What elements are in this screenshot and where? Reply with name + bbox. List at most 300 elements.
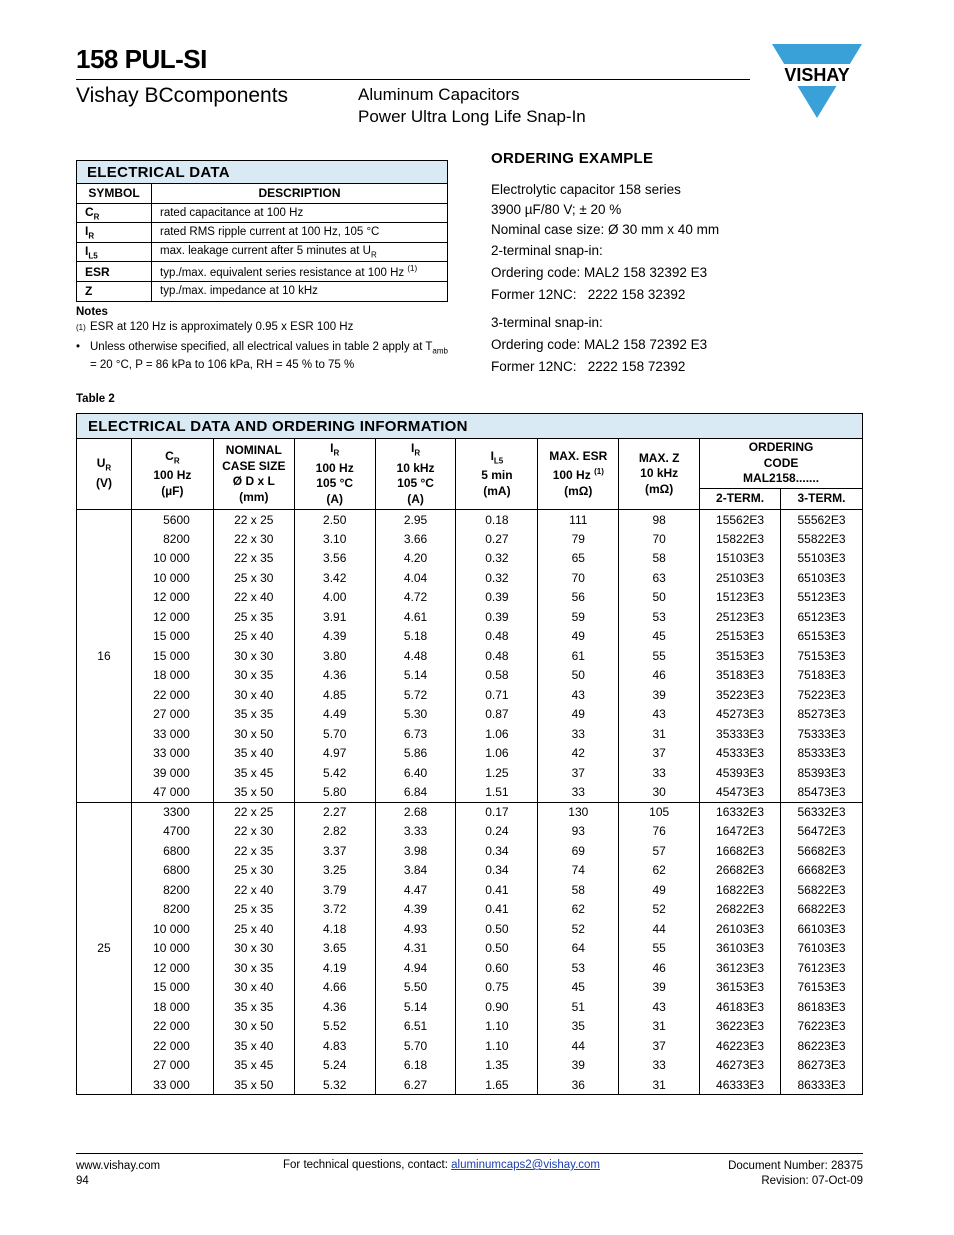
max-z-cell: 31: [619, 1075, 700, 1095]
table-row: [77, 822, 863, 842]
title-divider: [76, 79, 750, 80]
ir-10khz-cell: 5.86: [375, 744, 456, 764]
col-ir-10khz: $I_R$ 10 kHz 105 °C (A): [375, 439, 456, 510]
max-esr-cell: 43: [538, 685, 619, 705]
code-3-term-cell: 86223E3: [781, 1036, 863, 1056]
ir-10khz-cell: 6.40: [375, 763, 456, 783]
max-esr-cell: 62: [538, 900, 619, 920]
code-3-term-cell: 55103E3: [781, 549, 863, 569]
code-2-term-cell: 35153E3: [700, 646, 781, 666]
capacitance-cell: 15 000: [131, 627, 213, 647]
max-z-cell: 62: [619, 861, 700, 881]
capacitance-cell: 10 000: [131, 549, 213, 569]
table-row: [77, 724, 863, 744]
case-size-cell: 35 x 35: [213, 997, 294, 1017]
case-size-cell: 30 x 50: [213, 724, 294, 744]
il5-cell: 0.48: [456, 627, 538, 647]
il5-cell: 0.32: [456, 568, 538, 588]
case-size-cell: 22 x 40: [213, 880, 294, 900]
max-esr-cell: 39: [538, 1056, 619, 1076]
ir-100hz-cell: 4.36: [294, 997, 375, 1017]
max-z-cell: 39: [619, 978, 700, 998]
description-cell: typ./max. equivalent series resistance at 100 Hz $^{(1)}$: [152, 262, 448, 282]
il5-cell: 0.32: [456, 549, 538, 569]
electrical-data-row: [77, 242, 448, 262]
max-esr-cell: 51: [538, 997, 619, 1017]
case-size-cell: 30 x 30: [213, 646, 294, 666]
code-3-term-cell: 75183E3: [781, 666, 863, 686]
max-esr-cell: 36: [538, 1075, 619, 1095]
col-max-esr: MAX. ESR 100 Hz $^{(1)}$ (mΩ): [538, 439, 619, 510]
ir-10khz-cell: 4.48: [375, 646, 456, 666]
ir-10khz-cell: 5.18: [375, 627, 456, 647]
il5-cell: 0.50: [456, 919, 538, 939]
ir-10khz-cell: 4.94: [375, 958, 456, 978]
ordering-example-title: ORDERING EXAMPLE: [491, 150, 654, 167]
page-title: 158 PUL-SI: [76, 44, 207, 74]
electrical-data-row: [77, 203, 448, 223]
ir-100hz-cell: 3.91: [294, 607, 375, 627]
code-2-term-cell: 35223E3: [700, 685, 781, 705]
col-2-term: 2-TERM.: [700, 489, 781, 510]
code-2-term-cell: 36103E3: [700, 939, 781, 959]
max-z-cell: 46: [619, 666, 700, 686]
ir-10khz-cell: 5.14: [375, 997, 456, 1017]
ir-10khz-cell: 6.27: [375, 1075, 456, 1095]
case-size-cell: 35 x 40: [213, 1036, 294, 1056]
ir-100hz-cell: 3.10: [294, 529, 375, 549]
ir-100hz-cell: 4.00: [294, 588, 375, 608]
ir-10khz-cell: 5.30: [375, 705, 456, 725]
table-row: [77, 997, 863, 1017]
ir-10khz-cell: 4.04: [375, 568, 456, 588]
max-esr-cell: 58: [538, 880, 619, 900]
case-size-cell: 22 x 30: [213, 529, 294, 549]
ordering-line: 3900 µF/80 V; ± 20 %: [491, 202, 622, 217]
table-row: [77, 510, 863, 530]
ir-10khz-cell: 4.47: [375, 880, 456, 900]
case-size-cell: 30 x 30: [213, 939, 294, 959]
max-z-cell: 53: [619, 607, 700, 627]
notes-heading: Notes: [76, 306, 108, 318]
ir-100hz-cell: 4.97: [294, 744, 375, 764]
ordering-line: 2-terminal snap-in:: [491, 243, 603, 258]
code-2-term-cell: 16472E3: [700, 822, 781, 842]
il5-cell: 0.24: [456, 822, 538, 842]
code-2-term-cell: 46183E3: [700, 997, 781, 1017]
max-z-cell: 31: [619, 1017, 700, 1037]
max-esr-cell: 35: [538, 1017, 619, 1037]
code-2-term-cell: 46333E3: [700, 1075, 781, 1095]
code-3-term-cell: 86183E3: [781, 997, 863, 1017]
capacitance-cell: 10 000: [131, 919, 213, 939]
table-row: [77, 1075, 863, 1095]
il5-cell: 0.41: [456, 880, 538, 900]
capacitance-cell: 10 000: [131, 568, 213, 588]
code-3-term-cell: 66822E3: [781, 900, 863, 920]
code-2-term-cell: 35333E3: [700, 724, 781, 744]
electrical-data-row: [77, 262, 448, 282]
table-row: [77, 1056, 863, 1076]
capacitance-cell: 15 000: [131, 978, 213, 998]
code-2-term-cell: 35183E3: [700, 666, 781, 686]
code-3-term-cell: 66103E3: [781, 919, 863, 939]
ir-10khz-cell: 3.84: [375, 861, 456, 881]
il5-cell: 0.39: [456, 588, 538, 608]
capacitance-cell: 15 000: [131, 646, 213, 666]
capacitance-cell: 33 000: [131, 1075, 213, 1095]
code-2-term-cell: 36223E3: [700, 1017, 781, 1037]
ir-10khz-cell: 4.20: [375, 549, 456, 569]
logo-wordmark: VISHAY: [784, 65, 850, 85]
code-3-term-cell: 55562E3: [781, 510, 863, 530]
capacitance-cell: 47 000: [131, 783, 213, 803]
revision: Revision: 07-Oct-09: [761, 1175, 863, 1187]
il5-cell: 1.35: [456, 1056, 538, 1076]
code-3-term-cell: 65103E3: [781, 568, 863, 588]
ir-10khz-cell: 4.93: [375, 919, 456, 939]
ir-100hz-cell: 4.66: [294, 978, 375, 998]
capacitance-cell: 8200: [131, 880, 213, 900]
max-z-cell: 33: [619, 1056, 700, 1076]
contact-email-link[interactable]: aluminumcaps2@vishay.com: [451, 1159, 601, 1171]
contact-text: For technical questions, contact:: [283, 1159, 452, 1171]
capacitance-cell: 3300: [131, 802, 213, 822]
code-2-term-cell: 16332E3: [700, 802, 781, 822]
electrical-data-table: [76, 160, 448, 302]
max-z-cell: 55: [619, 939, 700, 959]
ir-10khz-cell: 4.39: [375, 900, 456, 920]
max-z-cell: 37: [619, 744, 700, 764]
ir-10khz-cell: 3.33: [375, 822, 456, 842]
ir-100hz-cell: 4.39: [294, 627, 375, 647]
code-2-term-cell: 26103E3: [700, 919, 781, 939]
symbol-cell: $I_{L5}$: [77, 242, 152, 262]
case-size-cell: 22 x 25: [213, 802, 294, 822]
code-2-term-cell: 25103E3: [700, 568, 781, 588]
rated-voltage-cell: 16: [77, 510, 132, 803]
col-description: DESCRIPTION: [152, 184, 448, 204]
ir-100hz-cell: 5.70: [294, 724, 375, 744]
capacitance-cell: 10 000: [131, 939, 213, 959]
max-esr-cell: 64: [538, 939, 619, 959]
max-esr-cell: 130: [538, 802, 619, 822]
case-size-cell: 22 x 35: [213, 841, 294, 861]
max-z-cell: 76: [619, 822, 700, 842]
ir-10khz-cell: 5.70: [375, 1036, 456, 1056]
col-max-z: MAX. Z 10 kHz (mΩ): [619, 439, 700, 510]
il5-cell: 0.50: [456, 939, 538, 959]
il5-cell: 0.34: [456, 861, 538, 881]
ordering-line: Former 12NC: 2222 158 32392: [491, 287, 686, 302]
code-3-term-cell: 65123E3: [781, 607, 863, 627]
ordering-line: Ordering code: MAL2 158 72392 E3: [491, 337, 708, 352]
capacitance-cell: 8200: [131, 900, 213, 920]
code-3-term-cell: 85273E3: [781, 705, 863, 725]
max-esr-cell: 70: [538, 568, 619, 588]
code-3-term-cell: 86333E3: [781, 1075, 863, 1095]
col-case-size: NOMINAL CASE SIZE Ø D x L (mm): [213, 439, 294, 510]
col-ir-100hz: $I_R$ 100 Hz 105 °C (A): [294, 439, 375, 510]
max-esr-cell: 33: [538, 724, 619, 744]
table-row: [77, 958, 863, 978]
ordering-example: [491, 150, 791, 378]
note-1: [76, 320, 456, 340]
table-row: [77, 783, 863, 803]
code-3-term-cell: 75153E3: [781, 646, 863, 666]
il5-cell: 1.10: [456, 1036, 538, 1056]
table-row: [77, 802, 863, 822]
code-2-term-cell: 46223E3: [700, 1036, 781, 1056]
case-size-cell: 30 x 35: [213, 958, 294, 978]
il5-cell: 1.10: [456, 1017, 538, 1037]
il5-cell: 0.18: [456, 510, 538, 530]
ordering-line: Nominal case size: Ø 30 mm x 40 mm: [491, 222, 720, 237]
col-ur: $U_R$ (V): [77, 439, 132, 510]
ir-100hz-cell: 4.19: [294, 958, 375, 978]
code-2-term-cell: 15123E3: [700, 588, 781, 608]
capacitance-cell: 22 000: [131, 1036, 213, 1056]
symbol-cell: Z: [77, 281, 152, 301]
ir-10khz-cell: 3.66: [375, 529, 456, 549]
ir-100hz-cell: 4.36: [294, 666, 375, 686]
footer-website[interactable]: www.vishay.com: [76, 1160, 161, 1172]
max-esr-cell: 61: [538, 646, 619, 666]
capacitance-cell: 12 000: [131, 607, 213, 627]
code-2-term-cell: 16682E3: [700, 841, 781, 861]
max-z-cell: 37: [619, 1036, 700, 1056]
ir-100hz-cell: 3.56: [294, 549, 375, 569]
ordering-line: Ordering code: MAL2 158 32392 E3: [491, 265, 708, 280]
code-3-term-cell: 56332E3: [781, 802, 863, 822]
code-2-term-cell: 46273E3: [700, 1056, 781, 1076]
case-size-cell: 25 x 40: [213, 919, 294, 939]
case-size-cell: 35 x 50: [213, 1075, 294, 1095]
col-symbol: SYMBOL: [77, 184, 152, 204]
ir-10khz-cell: 4.61: [375, 607, 456, 627]
footer-divider: [76, 1153, 863, 1154]
max-z-cell: 39: [619, 685, 700, 705]
code-2-term-cell: 25123E3: [700, 607, 781, 627]
table-label: Table 2: [76, 393, 115, 405]
capacitance-cell: 33 000: [131, 724, 213, 744]
ir-10khz-cell: 6.18: [375, 1056, 456, 1076]
case-size-cell: 25 x 35: [213, 607, 294, 627]
max-esr-cell: 45: [538, 978, 619, 998]
code-3-term-cell: 55822E3: [781, 529, 863, 549]
code-2-term-cell: 45273E3: [700, 705, 781, 725]
table-row: [77, 900, 863, 920]
max-esr-cell: 74: [538, 861, 619, 881]
table-row: [77, 841, 863, 861]
ir-100hz-cell: 4.85: [294, 685, 375, 705]
code-2-term-cell: 15562E3: [700, 510, 781, 530]
max-z-cell: 49: [619, 880, 700, 900]
max-esr-cell: 53: [538, 958, 619, 978]
case-size-cell: 22 x 35: [213, 549, 294, 569]
case-size-cell: 35 x 50: [213, 783, 294, 803]
il5-cell: 0.39: [456, 607, 538, 627]
capacitance-cell: 6800: [131, 861, 213, 881]
code-2-term-cell: 16822E3: [700, 880, 781, 900]
max-esr-cell: 69: [538, 841, 619, 861]
capacitance-cell: 12 000: [131, 588, 213, 608]
footer-contact: [283, 1159, 600, 1171]
case-size-cell: 30 x 40: [213, 978, 294, 998]
note-2-marker: •: [76, 340, 81, 353]
ir-10khz-cell: 5.50: [375, 978, 456, 998]
ir-10khz-cell: 6.73: [375, 724, 456, 744]
il5-cell: 0.71: [456, 685, 538, 705]
capacitance-cell: 27 000: [131, 705, 213, 725]
max-esr-cell: 56: [538, 588, 619, 608]
max-z-cell: 58: [619, 549, 700, 569]
il5-cell: 0.41: [456, 900, 538, 920]
max-z-cell: 30: [619, 783, 700, 803]
table-row: [77, 646, 863, 666]
code-3-term-cell: 86273E3: [781, 1056, 863, 1076]
company-name: Vishay BCcomponents: [76, 84, 289, 107]
max-esr-cell: 50: [538, 666, 619, 686]
code-2-term-cell: 45393E3: [700, 763, 781, 783]
ir-100hz-cell: 3.80: [294, 646, 375, 666]
code-2-term-cell: 45473E3: [700, 783, 781, 803]
il5-cell: 0.17: [456, 802, 538, 822]
capacitance-cell: 8200: [131, 529, 213, 549]
note-2-text: Unless otherwise specified, all electrical values in table 2 apply at $T_{amb} = 20$ °C, P = 86 kPa to 106 kPa, RH = 45 % to 75 %: [90, 340, 448, 372]
max-esr-cell: 37: [538, 763, 619, 783]
symbol-cell: $I_R$: [77, 223, 152, 243]
ordering-line: Electrolytic capacitor 158 series: [491, 182, 681, 197]
page-number: 94: [76, 1175, 89, 1187]
ordering-line: 3-terminal snap-in:: [491, 315, 603, 330]
ir-10khz-cell: 5.72: [375, 685, 456, 705]
ordering-line: Former 12NC: 2222 158 72392: [491, 359, 686, 374]
vishay-logo: [770, 44, 864, 120]
code-3-term-cell: 56472E3: [781, 822, 863, 842]
table2-title: ELECTRICAL DATA AND ORDERING INFORMATION: [77, 414, 863, 439]
il5-cell: 0.60: [456, 958, 538, 978]
ir-100hz-cell: 3.37: [294, 841, 375, 861]
case-size-cell: 22 x 25: [213, 510, 294, 530]
ir-100hz-cell: 5.52: [294, 1017, 375, 1037]
table-row: [77, 763, 863, 783]
table-row: [77, 744, 863, 764]
table-row: [77, 880, 863, 900]
ir-100hz-cell: 2.82: [294, 822, 375, 842]
ir-100hz-cell: 5.24: [294, 1056, 375, 1076]
footer-document-info: [728, 1159, 863, 1189]
code-3-term-cell: 85393E3: [781, 763, 863, 783]
electrical-data-title: ELECTRICAL DATA: [77, 161, 448, 184]
il5-cell: 1.65: [456, 1075, 538, 1095]
document-number: Document Number: 28375: [728, 1160, 863, 1172]
table-row: [77, 666, 863, 686]
col-il5: $I_{L5}$ 5 min (mA): [456, 439, 538, 510]
max-esr-cell: 65: [538, 549, 619, 569]
table-row: [77, 588, 863, 608]
il5-cell: 0.87: [456, 705, 538, 725]
max-esr-cell: 93: [538, 822, 619, 842]
il5-cell: 1.06: [456, 744, 538, 764]
table-row: [77, 1036, 863, 1056]
il5-cell: 0.34: [456, 841, 538, 861]
case-size-cell: 22 x 30: [213, 822, 294, 842]
case-size-cell: 25 x 30: [213, 568, 294, 588]
ir-100hz-cell: 2.27: [294, 802, 375, 822]
col-ordering-code: ORDERING CODE MAL2158.......: [700, 439, 863, 489]
code-2-term-cell: 26682E3: [700, 861, 781, 881]
max-esr-cell: 44: [538, 1036, 619, 1056]
table-row: [77, 627, 863, 647]
code-3-term-cell: 56822E3: [781, 880, 863, 900]
ir-100hz-cell: 3.25: [294, 861, 375, 881]
ir-100hz-cell: 5.42: [294, 763, 375, 783]
electrical-data-row: [77, 281, 448, 301]
max-esr-cell: 52: [538, 919, 619, 939]
description-cell: typ./max. impedance at 10 kHz: [152, 281, 448, 301]
ir-100hz-cell: 2.50: [294, 510, 375, 530]
il5-cell: 1.51: [456, 783, 538, 803]
max-z-cell: 33: [619, 763, 700, 783]
ir-10khz-cell: 5.14: [375, 666, 456, 686]
code-2-term-cell: 36153E3: [700, 978, 781, 998]
note-1-marker: (1): [76, 323, 86, 332]
max-z-cell: 52: [619, 900, 700, 920]
ir-100hz-cell: 4.49: [294, 705, 375, 725]
note-1-text: ESR at 120 Hz is approximately 0.95 x ESR 100 Hz: [90, 321, 354, 333]
case-size-cell: 25 x 30: [213, 861, 294, 881]
code-3-term-cell: 85333E3: [781, 744, 863, 764]
ir-100hz-cell: 3.65: [294, 939, 375, 959]
code-3-term-cell: 76223E3: [781, 1017, 863, 1037]
max-z-cell: 55: [619, 646, 700, 666]
case-size-cell: 25 x 40: [213, 627, 294, 647]
max-esr-cell: 33: [538, 783, 619, 803]
symbol-cell: $C_R$: [77, 203, 152, 223]
electrical-ordering-table: [76, 413, 863, 1095]
il5-cell: 0.90: [456, 997, 538, 1017]
max-z-cell: 46: [619, 958, 700, 978]
code-2-term-cell: 36123E3: [700, 958, 781, 978]
subtitle-line-2: Power Ultra Long Life Snap-In: [358, 107, 586, 126]
case-size-cell: 35 x 45: [213, 1056, 294, 1076]
table-row: [77, 978, 863, 998]
code-3-term-cell: 55123E3: [781, 588, 863, 608]
max-z-cell: 105: [619, 802, 700, 822]
product-subtitle: [358, 84, 586, 128]
col-cr: $C_R$ 100 Hz (µF): [131, 439, 213, 510]
max-esr-cell: 79: [538, 529, 619, 549]
table-row: [77, 685, 863, 705]
capacitance-cell: 22 000: [131, 1017, 213, 1037]
max-esr-cell: 111: [538, 510, 619, 530]
code-3-term-cell: 85473E3: [781, 783, 863, 803]
table-row: [77, 919, 863, 939]
code-2-term-cell: 15822E3: [700, 529, 781, 549]
rated-voltage-cell: 25: [77, 802, 132, 1095]
table-row: [77, 529, 863, 549]
capacitance-cell: 22 000: [131, 685, 213, 705]
code-2-term-cell: 26822E3: [700, 900, 781, 920]
max-z-cell: 50: [619, 588, 700, 608]
capacitance-cell: 33 000: [131, 744, 213, 764]
il5-cell: 0.27: [456, 529, 538, 549]
ir-100hz-cell: 4.83: [294, 1036, 375, 1056]
ir-10khz-cell: 6.51: [375, 1017, 456, 1037]
max-esr-cell: 49: [538, 627, 619, 647]
max-z-cell: 63: [619, 568, 700, 588]
